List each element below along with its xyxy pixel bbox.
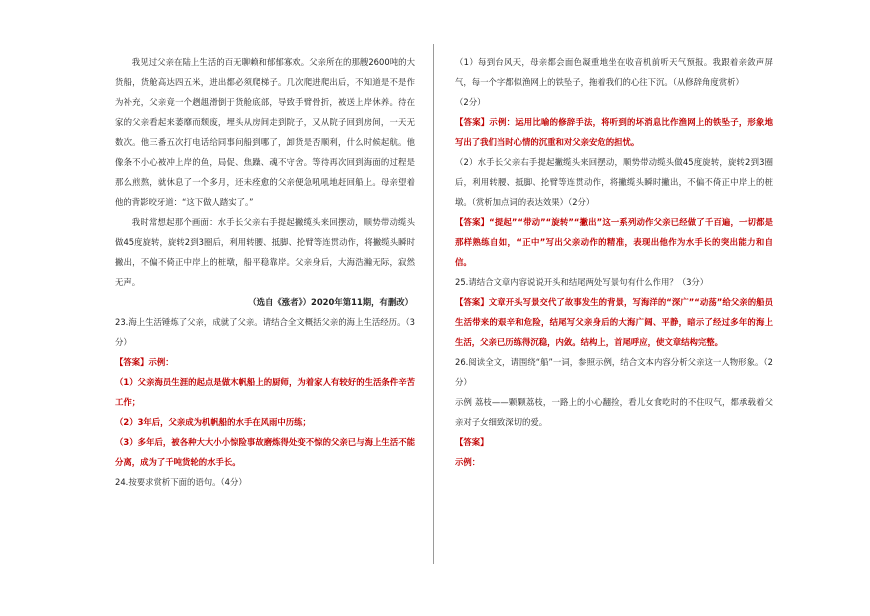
- story-paragraph-1: 我见过父亲在陆上生活的百无聊赖和郁郁寡欢。父亲所在的那艘2600吨的大货船，货舱高达四五米，进出都必须爬梯子。几次爬进爬出后，不知道是不是作为补充，父亲竟一个趔趄滑倒于货舱底部，导致手臂骨折，被送上岸休养。待在家的父亲看起来萎靡而颓废，埋头从房间走到院子，又从院子回到房间，一天无数次。他三番五次打电话给同事问船到哪了，卸货是否顺利，什么时候起航。他像条不小心被冲上岸的鱼，局促、焦躁、魂不守舍。等待再次回到海面的过程是那么煎熬，就休息了一个多月，还未痊愈的父亲便急吼吼地赶回船上。母亲望着他的背影咬牙道：“这下做人踏实了。”: [115, 57, 415, 207]
- answer-label-23: 【答案】示例：: [115, 357, 174, 367]
- question-24-1: （1）每到台风天，母亲都会面色凝重地坐在收音机前听天气预报。我跟着亲敛声屏气，每一个字都似渔网上的铁坠子，拖着我们的心往下沉。（从修辞角度赏析）: [455, 57, 773, 87]
- right-column: [455, 52, 773, 472]
- question-26: 26.阅读全文，请围绕“船”一词，参照示例，结合文本内容分析父亲这一人物形象。（2分）: [455, 357, 773, 387]
- answer-23-point-3: （3）多年后，被各种大大小小惊险事故磨炼得处变不惊的父亲已与海上生活不能分离，成为了千吨货轮的水手长。: [115, 437, 415, 467]
- answer-24-2: 【答案】“提起”“带动”“旋转”“撇出”这一系列动作父亲已经做了千百遍，一切都是那样熟练自如，“正中”写出父亲动作的精准，表现出他作为水手长的突出能力和自信。: [455, 217, 773, 267]
- question-24-1-score: （2分）: [455, 97, 486, 107]
- left-column: [115, 52, 415, 492]
- question-24-2: （2）水手长父亲右手提起撇缆头来回摆动，顺势带动缆头做45度旋转，旋转2到3圈后，利用转腰、抵脚、抡臂等连贯动作，将撇缆头瞬时撇出，不偏不倚正中岸上的桩墩。（赏析加点词的表达效果）（2分）: [455, 157, 773, 207]
- example-label-26: 示例：: [455, 457, 481, 467]
- column-divider: [433, 44, 434, 564]
- answer-23-point-2: （2）3年后，父亲成为机帆船的水手在风雨中历练；: [115, 417, 311, 427]
- question-24: 24.按要求赏析下面的语句。（4分）: [115, 477, 247, 487]
- story-paragraph-2: 我时常想起那个画面：水手长父亲右手提起撇缆头来回摆动，顺势带动缆头做45度旋转，旋转2到3圈后，利用转腰、抵脚、抡臂等连贯动作，将撇缆头瞬时撇出，不偏不倚正中岸上的桩墩，船平稳靠岸。父亲身后，大海浩瀚无际，寂然无声。: [115, 217, 415, 287]
- answer-25: 【答案】文章开头写景交代了故事发生的背景，写海洋的“深广”“动荡”给父亲的船员生活带来的艰辛和危险，结尾写父亲身后的大海广阔、平静，暗示了经过多年的海上生活，父亲已历练得沉稳，内敛。结构上，首尾呼应，使文章结构完整。: [455, 297, 773, 347]
- question-23: 23.海上生活锤炼了父亲，成就了父亲。请结合全文概括父亲的海上生活经历。（3分）: [115, 317, 415, 347]
- answer-24-1: 【答案】示例：运用比喻的修辞手法，将听到的坏消息比作渔网上的铁坠子，形象地写出了我们当时心情的沉重和对父亲安危的担忧。: [455, 117, 773, 147]
- example-text: 示例 荔枝——颗颗荔枝，一路上的小心翻捡，看儿女食吃时的不住叹气，都承载着父亲对子女细致深切的爱。: [455, 397, 773, 427]
- answer-label-26: 【答案】: [455, 437, 489, 447]
- source-citation: （选自《涨者》）2020年第11期，有删改）: [248, 297, 413, 307]
- answer-23-point-1: （1）父亲海员生涯的起点是做木帆船上的厨师，为着家人有较好的生活条件辛苦工作；: [115, 377, 415, 407]
- question-25: 25.请结合文章内容说说开头和结尾两处写景句有什么作用？（3分）: [455, 277, 709, 287]
